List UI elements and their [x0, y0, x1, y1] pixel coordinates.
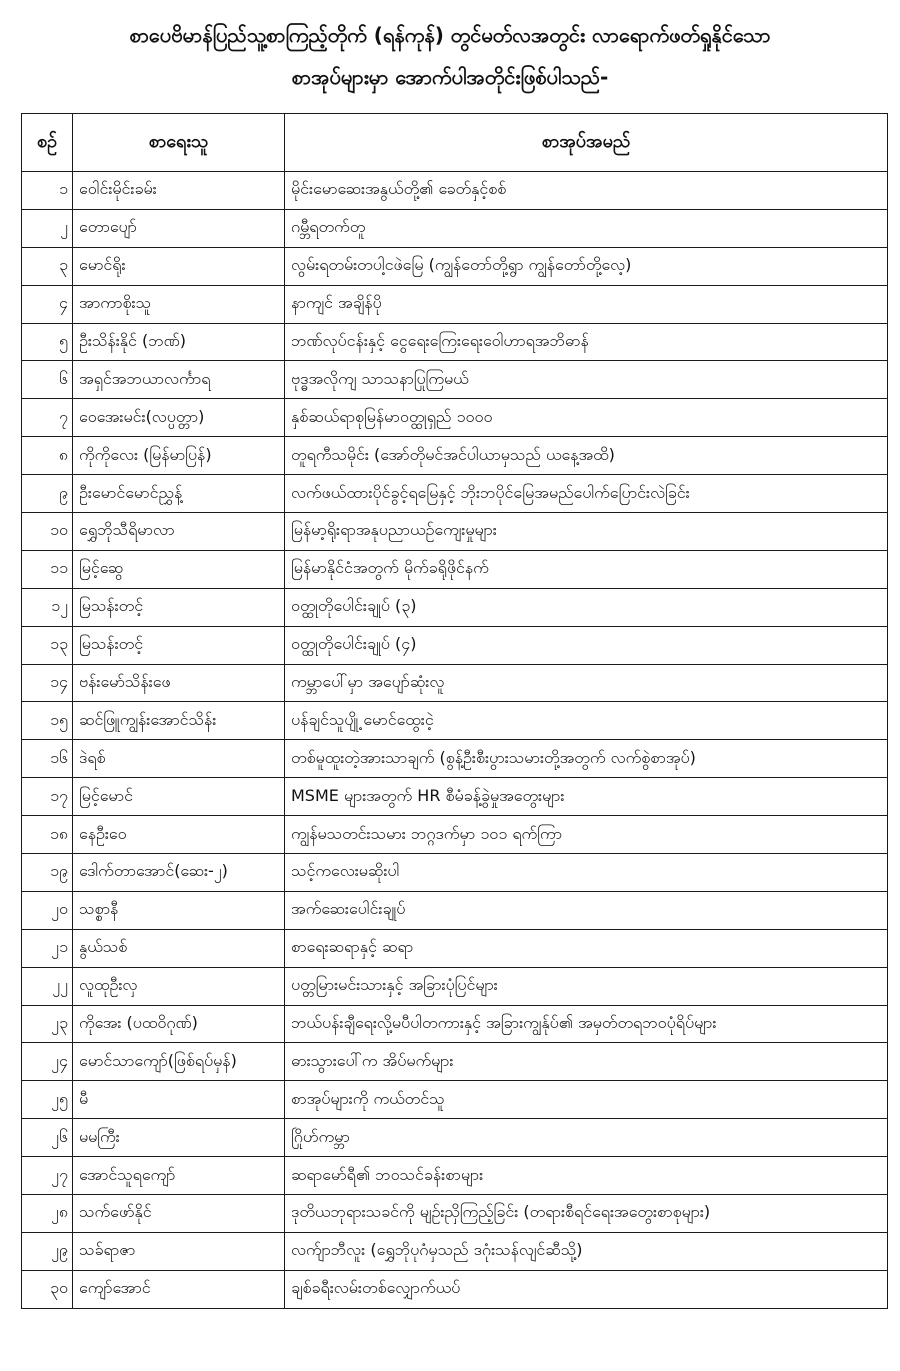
cell-author: သက်ဖော်နိုင်	[73, 1195, 285, 1233]
table-row	[22, 664, 888, 702]
cell-title: မြန်မာ့ရိုးရာအနုပညာယဉ်ကျေးမှုများ	[285, 513, 888, 551]
table-header-row	[22, 114, 888, 172]
cell-number: ၂၂	[22, 967, 73, 1005]
column-header-title: စာအုပ်အမည်	[285, 114, 888, 172]
cell-title: စာအုပ်များကို ကယ်တင်သူ	[285, 1081, 888, 1119]
cell-number: ၃၀	[22, 1270, 73, 1308]
table-row	[22, 550, 888, 588]
cell-author: အရှင်အဘယာလင်္ကာရ	[73, 361, 285, 399]
table-row	[22, 967, 888, 1005]
cell-author: တောပျော်	[73, 209, 285, 247]
cell-number: ၈	[22, 437, 73, 475]
cell-author: ဦးမောင်မောင်ညွှန့်	[73, 475, 285, 513]
table-row	[22, 929, 888, 967]
cell-author: လူထုဦးလှ	[73, 967, 285, 1005]
table-row	[22, 209, 888, 247]
heading-line-2: စာအုပ်များမှာ အောက်ပါအတိုင်းဖြစ်ပါသည်-	[291, 65, 609, 89]
cell-number: ၂၇	[22, 1157, 73, 1195]
table-row	[22, 1157, 888, 1195]
cell-number: ၉	[22, 475, 73, 513]
table-row	[22, 513, 888, 551]
cell-author: ဗန်းမော်သိန်းဖေ	[73, 664, 285, 702]
table-row	[22, 285, 888, 323]
table-row	[22, 1043, 888, 1081]
cell-author: မြင့်မောင်	[73, 778, 285, 816]
cell-author: ကျော်အောင်	[73, 1270, 285, 1308]
cell-title: ဘယ်ပန်းချီရေးလို့မပီပါတကားနှင့် အခြားကျွန်ုပ်၏ အမှတ်တရဘဝပုံရိပ်များ	[285, 1005, 888, 1043]
table-row	[22, 891, 888, 929]
cell-author: ရွှေဘိုသီရိမာလာ	[73, 513, 285, 551]
table-row	[22, 626, 888, 664]
cell-number: ၂၉	[22, 1232, 73, 1270]
cell-title: ဘဏ်လုပ်ငန်းနှင့် ငွေရေးကြေးရေးဝေါဟာရအဘိဓာန်	[285, 323, 888, 361]
cell-title: တူရကီသမိုင်း (အော်တိုမင်အင်ပါယာမှသည် ယနေ့အထိ)	[285, 437, 888, 475]
table-row	[22, 1005, 888, 1043]
cell-author: ကိုကိုလေး (မြန်မာပြန်)	[73, 437, 285, 475]
column-header-author: စာရေးသူ	[73, 114, 285, 172]
cell-title: အက်ဆေးပေါင်းချုပ်	[285, 891, 888, 929]
cell-number: ၁၇	[22, 778, 73, 816]
cell-number: ၂၁	[22, 929, 73, 967]
cell-number: ၂၅	[22, 1081, 73, 1119]
cell-author: ဦးသိန်းနိုင် (ဘဏ်)	[73, 323, 285, 361]
cell-title: ဂြိုဟ်ကမ္ဘာ	[285, 1119, 888, 1157]
table-row	[22, 702, 888, 740]
table-row	[22, 740, 888, 778]
cell-number: ၇	[22, 399, 73, 437]
cell-title: ချစ်ခရီးလမ်းတစ်လျှောက်ယပ်	[285, 1270, 888, 1308]
cell-number: ၁၁	[22, 550, 73, 588]
cell-author: ဒေါက်တာအောင်(ဆေး-၂)	[73, 854, 285, 892]
heading-line-1: စာပေဗိမာန်ပြည်သူ့စာကြည့်တိုက် (ရန်ကုန်) တွင်မတ်လအတွင်း လာရောက်ဖတ်ရှုနိုင်သော	[129, 23, 771, 47]
cell-author: အာကာစိုးသူ	[73, 285, 285, 323]
cell-author: မြင့်ဆွေ	[73, 550, 285, 588]
cell-title: ဆရာမော်ရီ၏ ဘဝသင်ခန်းစာများ	[285, 1157, 888, 1195]
cell-number: ၆	[22, 361, 73, 399]
table-row	[22, 778, 888, 816]
cell-title: တစ်မူထူးတဲ့အားသာချက် (စွန့်ဦးစီးပွားသမားတို့အတွက် လက်စွဲစာအုပ်)	[285, 740, 888, 778]
cell-number: ၂၄	[22, 1043, 73, 1081]
cell-author: မောင်သာကျော်(ဖြစ်ရပ်မှန်)	[73, 1043, 285, 1081]
table-row	[22, 1195, 888, 1233]
cell-number: ၁၃	[22, 626, 73, 664]
cell-author: နေဦးဝေ	[73, 816, 285, 854]
cell-number: ၂၃	[22, 1005, 73, 1043]
table-row	[22, 588, 888, 626]
cell-title: စာရေးဆရာနှင့် ဆရာ	[285, 929, 888, 967]
cell-number: ၁၂	[22, 588, 73, 626]
cell-author: သခ်ရာဇာ	[73, 1232, 285, 1270]
cell-number: ၂	[22, 209, 73, 247]
cell-title: ပန်ချင်သူပျို့ မောင်ထွေးငဲ့	[285, 702, 888, 740]
cell-author: သစ္စာနီ	[73, 891, 285, 929]
cell-number: ၁၉	[22, 854, 73, 892]
cell-author: ဆင်ဖြူကျွန်းအောင်သိန်း	[73, 702, 285, 740]
cell-title: ကမ္ဘာပေါ်မှာ အပျော်ဆုံးလူ	[285, 664, 888, 702]
cell-title: နှစ်ဆယ်ရာစုမြန်မာဝတ္ထုရှည် ၁၀၀၀	[285, 399, 888, 437]
cell-author: ဒဲရစ်	[73, 740, 285, 778]
cell-number: ၁၄	[22, 664, 73, 702]
table-row	[22, 1270, 888, 1308]
cell-title: ဝတ္ထုတိုပေါင်းချုပ် (၃)	[285, 588, 888, 626]
document-heading	[20, 14, 880, 98]
cell-title: ဓားသွားပေါ်က အိပ်မက်များ	[285, 1043, 888, 1081]
cell-author: အောင်သူရကျော်	[73, 1157, 285, 1195]
table-row	[22, 475, 888, 513]
table-row	[22, 399, 888, 437]
table-row	[22, 1119, 888, 1157]
cell-title: သင့်ကလေးမဆိုးပါ	[285, 854, 888, 892]
cell-author: ဝေအေးမင်း(လပ္ပတ္တာ)	[73, 399, 285, 437]
cell-title: နာကျင် အချိန်ပို	[285, 285, 888, 323]
cell-author: မမကြီး	[73, 1119, 285, 1157]
cell-title: ပတ္တမြားမင်းသားနှင့် အခြားပုံပြင်များ	[285, 967, 888, 1005]
cell-number: ၂၈	[22, 1195, 73, 1233]
cell-number: ၃	[22, 247, 73, 285]
table-row	[22, 361, 888, 399]
book-list-table	[21, 113, 888, 1309]
cell-title: ကျွန်မသတင်းသမား ဘဂ္ဂဒက်မှာ ၁၀၁ ရက်ကြာ	[285, 816, 888, 854]
cell-title: ဂမ္ဘီရတက်တူ	[285, 209, 888, 247]
column-header-number: စဉ်	[22, 114, 73, 172]
cell-number: ၁၅	[22, 702, 73, 740]
cell-author: မြသန်းတင့်	[73, 588, 285, 626]
cell-number: ၅	[22, 323, 73, 361]
cell-number: ၂၆	[22, 1119, 73, 1157]
cell-number: ၁	[22, 172, 73, 210]
cell-title: MSME များအတွက် HR စီမံခန့်ခွဲမှုအတွေးများ	[285, 778, 888, 816]
table-row	[22, 437, 888, 475]
cell-title: လက်ျာဘီလူး (ရွှေဘိုပုဂံမှသည် ဒဂုံးသန်လျင်ဆီသို့)	[285, 1232, 888, 1270]
cell-title: လက်ဖယ်ထားပိုင်ခွင့်ရမြေနှင့် ဘိုးဘပိုင်မြေအမည်ပေါက်ပြောင်းလဲခြင်း	[285, 475, 888, 513]
table-row	[22, 854, 888, 892]
cell-author: နွယ်သစ်	[73, 929, 285, 967]
cell-title: လွမ်းရတမ်းတပါ့ငဖဲမြေ (ကျွန်တော်တို့ရွာ ကျွန်တော်တို့လေ့)	[285, 247, 888, 285]
cell-title: မြန်မာနိုင်ငံအတွက် မိုက်ခရိုဖိုင်နက်	[285, 550, 888, 588]
cell-number: ၁၆	[22, 740, 73, 778]
table-row	[22, 323, 888, 361]
table-row	[22, 1081, 888, 1119]
cell-number: ၁၈	[22, 816, 73, 854]
cell-number: ၄	[22, 285, 73, 323]
cell-author: ကိုအေး (ပထဝိဂုဏ်)	[73, 1005, 285, 1043]
cell-title: ဒုတိယဘုရားသခင်ကို မျဉ်းညှိကြည့်ခြင်း (တရားစီရင်ရေးအတွေးစာစုများ)	[285, 1195, 888, 1233]
cell-title: ဝတ္ထုတိုပေါင်းချုပ် (၄)	[285, 626, 888, 664]
cell-author: မြသန်းတင့်	[73, 626, 285, 664]
cell-author: မီ	[73, 1081, 285, 1119]
table-row	[22, 247, 888, 285]
table-row	[22, 1232, 888, 1270]
cell-number: ၁၀	[22, 513, 73, 551]
cell-title: မိုင်းမောဆေးအနွယ်တို့၏ ခေတ်နှင့်စစ်	[285, 172, 888, 210]
cell-author: ဝေါင်းမိုင်းခမ်း	[73, 172, 285, 210]
table-row	[22, 172, 888, 210]
cell-author: မောင်ရိုး	[73, 247, 285, 285]
cell-number: ၂၀	[22, 891, 73, 929]
table-row	[22, 816, 888, 854]
cell-title: ဗုဒ္ဓအလိုကျ သာသနာပြုကြမယ်	[285, 361, 888, 399]
